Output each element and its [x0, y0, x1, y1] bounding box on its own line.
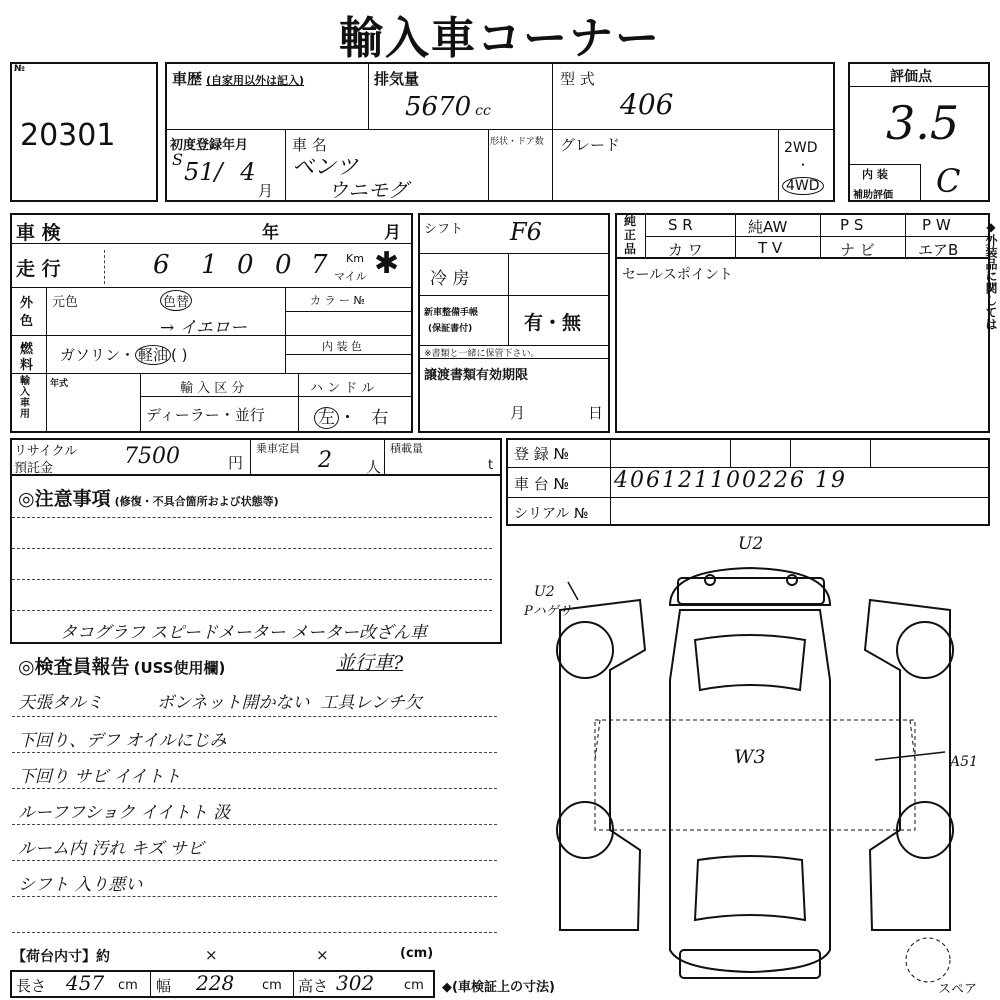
drive-2wd: 2WD [784, 140, 818, 156]
mileage-digit-5: 7 [311, 250, 328, 280]
fuel-label1: 燃 [20, 342, 34, 357]
model-value: 406 [620, 88, 674, 121]
shift-label: シフト [424, 222, 464, 237]
length-label: 長さ [16, 977, 47, 995]
inspection-month-unit: 月 [384, 223, 401, 243]
inspector-line-6: シフト 入り悪い [18, 875, 143, 895]
first-reg-year: 51/ 4 [184, 158, 256, 186]
opt-navi: ナ ビ [840, 241, 875, 259]
ext-color-new: → イエロー [160, 318, 247, 338]
ext-color-change: 色替 [160, 290, 192, 311]
mileage-digit-2: 1 [201, 250, 218, 280]
import-label: 輸 入 車 用 [20, 376, 30, 420]
cargo-label: 【荷台内寸】約 [12, 949, 110, 965]
handle-left: 左 [314, 407, 339, 429]
ext-color-no-label: カ ラ ー № [310, 294, 365, 307]
rating-label: 評価点 [890, 69, 932, 85]
cargo-unit: (cm) [400, 946, 434, 961]
lot-no-label: № [14, 64, 25, 74]
handle-value: 左 ・ 右 [314, 403, 388, 428]
sales-point-box [615, 259, 990, 433]
warranty-label1: 新車整備手帳 [424, 308, 479, 318]
ext-color-label2: 色 [20, 314, 34, 329]
body-doors-label: 形状・ドア数 [490, 137, 544, 147]
load-unit: t [488, 458, 494, 473]
docs-month: 月 [510, 404, 526, 422]
docs-day: 日 [588, 404, 604, 422]
history-label: 車歴 (自家用以外は記入) [172, 70, 305, 88]
chassis-value: 406121100226 19 [614, 468, 847, 493]
fuel-options: ガソリン・ 軽油 ( ) [60, 346, 188, 364]
first-reg-era: S [172, 150, 183, 169]
load-label: 積載量 [390, 442, 423, 455]
mileage-mark: ✱ [374, 246, 400, 281]
recycle-value: 7500 [124, 444, 180, 469]
width-label: 幅 [156, 977, 172, 995]
inspector-aside: 並行車? [336, 652, 404, 674]
lot-number: 20301 [20, 118, 116, 153]
opt-tv: T V [758, 239, 783, 257]
mileage-label: 走 行 [16, 258, 61, 280]
registration-label: 登 録 № [514, 445, 570, 463]
notes-label: ◎注意事項 (修復・不具合箇所および状態等) [18, 488, 279, 510]
rating-value: 3.5 [886, 96, 960, 150]
diagram-left-mark2: Pハゲリ [524, 604, 572, 619]
opt-ps: P S [840, 216, 864, 234]
mileage-digit-1: 6 [153, 250, 170, 280]
displacement-value: 5670 cc [405, 92, 491, 122]
import-class-label: 輸 入 区 分 [180, 381, 245, 396]
height-value: 302 [336, 971, 375, 995]
mileage-digit-3: 0 [237, 250, 254, 280]
inspector-line-4: ルーフフショク イイトト 汲 [18, 803, 231, 823]
chassis-label: 車 台 № [514, 475, 570, 493]
warranty-value: 有・無 [524, 312, 582, 334]
diagram-top-mark: U2 [738, 534, 764, 554]
displacement-label: 排気量 [374, 70, 420, 88]
opt-pw: P W [922, 216, 951, 234]
serial-label: シリアル № [514, 506, 589, 522]
inspector-line-2: 下回り、デフ オイルにじみ [18, 731, 227, 751]
height-unit: cm [404, 978, 424, 993]
opt-sr: S R [668, 216, 693, 234]
interior-rating-label2: 補助評価 [853, 190, 893, 201]
fuel-label2: 料 [20, 358, 34, 373]
sales-point-label: セールスポイント [622, 267, 733, 283]
warranty-note: ※書類と一緒に保管下さい。 [424, 349, 540, 359]
opt-aw: 純AW [748, 218, 788, 236]
cargo-x2: × [316, 946, 329, 964]
cargo-x1: × [205, 946, 218, 964]
import-year-label: 年式 [50, 379, 69, 389]
ac-label: 冷 房 [430, 269, 470, 289]
docs-label: 譲渡書類有効期限 [424, 368, 529, 383]
spare-label: スペア [938, 982, 978, 997]
inspection-label: 車 検 [16, 222, 61, 244]
side-note: ◆外装品に関しては [984, 220, 998, 330]
capacity-unit: 人 [366, 458, 382, 476]
diagram-left-mark1: U2 [534, 584, 555, 600]
inspector-line-1: 天張タルミ ボンネット開かない 工具レンチ欠 [18, 693, 422, 713]
inspector-line-5: ルーム内 汚れ キズ サビ [18, 839, 204, 859]
recycle-unit: 円 [228, 454, 244, 472]
mileage-unit-mile: マイル [334, 270, 367, 283]
size-note: ◆(車検証上の寸法) [442, 980, 555, 995]
opt-leather: カ ワ [668, 241, 703, 259]
length-value: 457 [66, 971, 105, 995]
length-unit: cm [118, 978, 138, 993]
car-name-line1: ベンツ [292, 155, 359, 180]
width-unit: cm [262, 978, 282, 993]
capacity-value: 2 [318, 448, 332, 473]
car-name-line2: ウニモグ [328, 178, 408, 202]
ext-color-orig: 元色 [52, 295, 79, 310]
handle-label: ハ ン ド ル [310, 381, 375, 396]
interior-rating-value: C [936, 162, 961, 200]
diagram-right-mark: A51 [950, 754, 978, 770]
warranty-label2: (保証書付) [428, 324, 473, 334]
opt-airbag: エアB [918, 241, 959, 259]
drive-dot: ・ [797, 158, 810, 172]
ext-color-label1: 外 [20, 296, 34, 311]
inspector-label: ◎検査員報告 (USS使用欄) [18, 656, 226, 678]
capacity-label: 乗車定員 [256, 442, 300, 455]
mileage-unit-km: Km [346, 252, 364, 265]
height-label: 高さ [298, 977, 329, 995]
grade-label: グレード [560, 136, 621, 154]
shift-value: F6 [510, 218, 542, 246]
import-class-value: ディーラー・並行 [146, 406, 265, 424]
interior-color-label: 内 装 色 [322, 340, 362, 353]
interior-rating-label1: 内 装 [862, 168, 888, 181]
inspection-year-unit: 年 [262, 223, 279, 243]
notes-line: タコグラフ スピードメーター メーター改ざん車 [60, 623, 427, 643]
width-value: 228 [196, 971, 235, 995]
model-label: 型 式 [560, 70, 595, 88]
mileage-digits [104, 250, 345, 284]
factory-label: 純 正 品 [624, 214, 637, 256]
first-reg-month-unit: 月 [258, 182, 274, 200]
recycle-label2: 預託金 [14, 461, 54, 476]
car-name-label: 車 名 [292, 136, 327, 154]
drive-4wd: 4WD [782, 177, 824, 195]
diagram-center-mark: W3 [734, 746, 766, 768]
first-reg-label: 初度登録年月 [170, 138, 249, 153]
page-title: 輸入車コーナー [339, 13, 661, 64]
inspector-line-3: 下回り サビ イイトト [18, 767, 181, 787]
recycle-label1: リサイクル [14, 444, 78, 459]
mileage-digit-4: 0 [275, 250, 292, 280]
